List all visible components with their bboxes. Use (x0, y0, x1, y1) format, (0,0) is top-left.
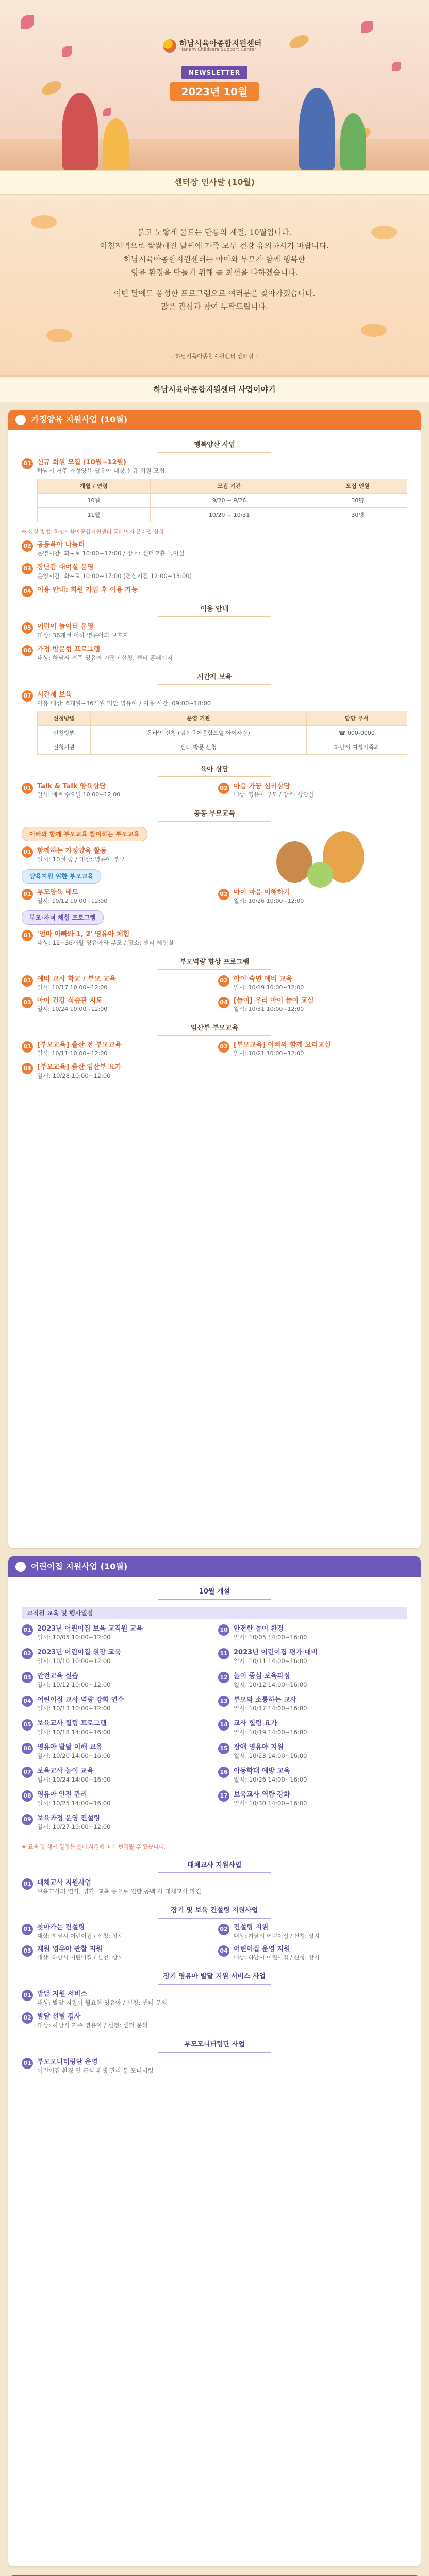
item-desc: 일시: 10월 중 / 대상: 영유아 부모 (37, 856, 125, 863)
item-number: 01 (22, 1990, 33, 2001)
greeting-line: 많은 관심과 참여 부탁드립니다. (161, 302, 268, 311)
item-number: 03 (22, 1945, 33, 1957)
item-number: 03 (22, 1672, 33, 1683)
subhead: 장기 영유아 발달 지원 서비스 사업 (158, 1970, 271, 1985)
table-cell: 센터 방문 신청 (91, 740, 306, 755)
item-title: 보육과정 운영 컨설팅 (37, 1815, 101, 1822)
item-title: [놀이] 우리 아이 놀이 교실 (234, 997, 314, 1005)
program-item (22, 1878, 407, 1896)
table-header: 운영 기관 (91, 711, 306, 726)
subhead: 부모모니터링단 사업 (158, 2038, 271, 2053)
item-title: 어린이 놀이터 운영 (37, 623, 94, 631)
item-title: 신규 회원 모집 (10월~12월) (37, 459, 126, 466)
table-row (38, 508, 407, 522)
table-cell: 30명 (308, 508, 407, 522)
item-number: 01 (22, 1041, 33, 1053)
greeting-line: 하남시육아종합지원센터는 아이와 부모가 함께 행복한 (123, 255, 306, 264)
family-illustration (103, 118, 129, 170)
table-header: 담당 부서 (306, 711, 407, 726)
schedule-grid (22, 1624, 407, 1838)
item-title: 찾아가는 컨설팅 (37, 1924, 85, 1931)
item-title: 마음 가꿈 심리상담 (234, 783, 290, 790)
item-number: 02 (22, 1648, 33, 1659)
item-number: 02 (218, 975, 229, 987)
item-title: 영유아 발달 이해 교육 (37, 1743, 103, 1751)
item-title: 놀이 중심 보육과정 (234, 1672, 290, 1680)
program-item (218, 1041, 407, 1058)
item-desc: 일시: 10/24 14:00~16:00 (37, 1776, 111, 1783)
item-desc: 일시: 10/26 14:00~16:00 (234, 1776, 307, 1783)
item-number: 01 (22, 930, 33, 941)
item-number: 09 (22, 1814, 33, 1825)
item-desc: 대상: 발달 지원이 필요한 영유아 / 신청: 센터 문의 (37, 1999, 167, 2006)
item-desc: 일시: 10/13 10:00~12:00 (37, 1705, 111, 1712)
item-title: 2023년 어린이집 보육 교직원 교육 (37, 1625, 143, 1633)
item-desc: 일시: 10/24 10:00~12:00 (37, 1006, 108, 1012)
header-logo[interactable] (163, 36, 266, 57)
item-title: 보육교사 놀이 교육 (37, 1767, 94, 1775)
item-number: 05 (22, 622, 33, 634)
schedule-item (218, 1696, 407, 1713)
item-desc: 대상: 하남시 어린이집 / 신청: 상시 (234, 1933, 320, 1939)
item-desc: 일시: 10/05 10:00~12:00 (37, 1634, 111, 1641)
program-item (218, 889, 407, 905)
item-desc: 일시: 10/18 14:00~16:00 (37, 1728, 111, 1736)
item-title: 2023년 어린이집 원장 교육 (37, 1649, 121, 1656)
newsletter-badge: NEWSLETTER (182, 66, 248, 79)
item-desc: 일시: 10/12 14:00~16:00 (234, 1681, 307, 1688)
table-row (38, 726, 407, 740)
item-title: 어린이집 교사 역량 강화 연수 (37, 1696, 124, 1704)
program-item (22, 1063, 407, 1080)
item-desc: 일시: 10/11 14:00~16:00 (234, 1657, 307, 1665)
table-cell: 온라인 신청 (임신육아종합포털 아이사랑) (91, 726, 306, 740)
item-number: 05 (22, 1719, 33, 1731)
family-illustration (340, 113, 366, 170)
home-support-tab-label: 가정양육 지원사업 (10월) (31, 415, 128, 425)
home-support-card (8, 410, 421, 1548)
program-item (22, 997, 211, 1013)
item-title: 대체교사 지원사업 (37, 1879, 91, 1887)
table-row (38, 494, 407, 508)
item-desc: 일시: 10/19 14:00~16:00 (234, 1728, 307, 1736)
item-desc: 일시: 10/28 10:00~12:00 (37, 1072, 111, 1079)
item-title: 안전한 놀이 환경 (234, 1625, 284, 1633)
program-item (218, 997, 407, 1013)
item-desc: 하남시 거주 가정양육 영유아 대상 신규 회원 모집 (37, 467, 165, 474)
item-number: 04 (218, 997, 229, 1008)
schedule-item (218, 1672, 407, 1689)
schedule-item (218, 1743, 407, 1760)
item-number: 14 (218, 1719, 229, 1731)
item-title: 안전교육 실습 (37, 1672, 78, 1680)
item-title: 교사 힐링 요가 (234, 1720, 277, 1727)
item-number: 01 (22, 458, 33, 469)
program-item (22, 2012, 407, 2030)
item-desc: 일시: 10/30 14:00~16:00 (234, 1800, 307, 1807)
item-desc: 일시: 10/20 14:00~16:00 (37, 1752, 111, 1759)
main-title: 하남시육아종합지원센터 사업이야기 (0, 375, 429, 402)
schedule-item (22, 1790, 211, 1808)
subhead: 시간제 보육 (158, 671, 271, 685)
house-icon (15, 415, 26, 425)
program-item (22, 889, 211, 905)
item-number: 03 (22, 563, 33, 574)
greeting-section (0, 195, 429, 375)
schedule-item (22, 1648, 211, 1666)
item-desc: 일시: 10/31 10:00~12:00 (234, 1006, 304, 1012)
item-number: 02 (22, 540, 33, 552)
program-item (22, 975, 211, 992)
item-number: 07 (22, 690, 33, 702)
item-number: 01 (22, 783, 33, 794)
logo-icon (163, 39, 176, 53)
org-name: 하남시육아종합지원센터 (179, 39, 262, 48)
program-item (218, 975, 407, 992)
item-title: 발달 선별 검사 (37, 2013, 81, 2021)
schedule-item (218, 1624, 407, 1642)
table-cell: 신청방법 (38, 726, 91, 740)
item-desc: 일시: 10/12 10:00~12:00 (37, 1681, 111, 1688)
schedule-item (218, 1767, 407, 1784)
item-title: 발달 지원 서비스 (37, 1990, 87, 1998)
item-desc: 운영시간: 화~토 10:00~17:00 (점심시간 12:00~13:00) (37, 572, 192, 580)
subhead: 육아 상담 (158, 763, 271, 777)
pill-row (22, 910, 407, 925)
info-table (37, 711, 407, 755)
item-number: 01 (22, 1878, 33, 1890)
item-title: 보육교사 역량 강화 (234, 1791, 290, 1799)
item-title: [부모교육] 아빠와 함께 요리교실 (234, 1041, 331, 1049)
petal-decoration (103, 108, 111, 116)
program-item (218, 1945, 407, 1962)
item-number: 02 (218, 783, 229, 794)
item-title: 2023년 어린이집 평가 대비 (234, 1649, 318, 1656)
schedule-item (22, 1814, 211, 1832)
two-column-row (22, 1041, 407, 1058)
home-support-tab (8, 410, 421, 430)
subhead: 이용 안내 (158, 603, 271, 617)
item-desc: 보육교사의 연가, 병가, 교육 등으로 인한 공백 시 대체교사 파견 (37, 1888, 201, 1895)
schedule-bar: 교직원 교육 및 행사일정 (22, 1607, 407, 1619)
item-desc: 어린이집 환경 및 급식 위생 관리 등 모니터링 (37, 2067, 154, 2074)
item-title: 재원 영유아 관찰 지원 (37, 1945, 103, 1953)
program-item (22, 586, 407, 595)
greeting-line: 양육 환경을 만들기 위해 늘 최선을 다하겠습니다. (131, 268, 298, 277)
daycare-support-tab-label: 어린이집 지원사업 (10월) (31, 1562, 128, 1571)
schedule-item (22, 1696, 211, 1713)
schedule-left-column (22, 1624, 211, 1838)
item-number: 01 (22, 1624, 33, 1636)
schedule-item (218, 1790, 407, 1808)
program-item (22, 458, 407, 522)
program-item (22, 846, 223, 864)
item-number: 10 (218, 1624, 229, 1636)
subhead: 공동 부모교육 (158, 807, 271, 822)
item-desc: 일시: 10/11 10:00~12:00 (37, 1050, 108, 1057)
petal-decoration (62, 46, 72, 57)
item-desc: 대상: 하남시 어린이집 / 신청: 상시 (234, 1954, 320, 1961)
item-title: 아이 마음 이해하기 (234, 889, 290, 896)
item-title: 부모와 소통하는 교사 (234, 1696, 297, 1704)
table-cell: ☎ 000-0000 (306, 726, 407, 740)
greeting-title: 센터장 인사말 (10월) (0, 170, 429, 195)
item-number: 15 (218, 1743, 229, 1754)
note-text: ※ 교육 및 행사 일정은 센터 사정에 따라 변경될 수 있습니다. (22, 1844, 166, 1850)
leaf-decoration (361, 324, 387, 337)
table-header: 개월 / 연령 (38, 479, 151, 494)
item-number: 02 (218, 1041, 229, 1053)
item-desc: 대상: 12~36개월 영유아와 부모 / 장소: 센터 체험실 (37, 939, 174, 946)
table-cell: 10월 (38, 494, 151, 508)
schedule-item (22, 1624, 211, 1642)
issue-badge: 2023년 10월 (170, 82, 259, 101)
school-icon (15, 1562, 26, 1572)
leaf-decoration (40, 79, 63, 98)
category-pill: 양육지원 위한 부모교육 (22, 869, 101, 884)
subhead: 행복양산 사업 (158, 438, 271, 453)
item-number: 02 (218, 1924, 229, 1935)
item-number: 02 (22, 2012, 33, 2024)
program-item (22, 540, 407, 558)
schedule-right-column (218, 1624, 407, 1838)
table-cell: 신청기관 (38, 740, 91, 755)
item-number: 13 (218, 1696, 229, 1707)
item-number: 16 (218, 1767, 229, 1778)
item-title: 아이 건강 식습관 지도 (37, 997, 103, 1005)
item-desc: 대상: 36개월 이하 영유아와 보호자 (37, 632, 129, 639)
item-title: [부모교육] 출산 임산부 요가 (37, 1063, 122, 1071)
bear-illustration (276, 826, 374, 893)
item-number: 01 (22, 1924, 33, 1935)
item-title: 가정 방문형 프로그램 (37, 646, 101, 653)
subhead: 장기 및 보육 컨설팅 지원사업 (158, 1904, 271, 1919)
program-item (22, 783, 211, 799)
category-pill: 부모·자녀 체험 프로그램 (22, 910, 104, 925)
greeting-line: 붉고 노랗게 물드는 단풍의 계절, 10월입니다. (137, 228, 292, 237)
category-pill: 아빠와 함께 부모교육 참여하는 부모교육 (22, 827, 147, 841)
item-desc: 대상: 하남시 어린이집 / 신청: 상시 (37, 1933, 123, 1939)
item-number: 04 (22, 1696, 33, 1707)
table-header: 신청방법 (38, 711, 91, 726)
item-title: 영유아 안전 관리 (37, 1791, 87, 1799)
item-desc: 일시: 10/23 14:00~16:00 (234, 1752, 307, 1759)
item-desc: 일시: 10/12 10:00~12:00 (37, 897, 108, 904)
item-desc: 이용 대상: 6개월~36개월 미만 영유아 / 이용 시간: 09:00~18:00 (37, 700, 211, 707)
item-number: 12 (218, 1672, 229, 1683)
table-cell: 11월 (38, 508, 151, 522)
daycare-support-card (8, 1556, 421, 2566)
petal-decoration (392, 62, 401, 71)
item-title: 부모모니터링단 운영 (37, 2058, 98, 2066)
item-title: 이용 안내: 회원 가입 후 이용 가능 (37, 586, 138, 594)
subhead: 부모역량 향상 프로그램 (158, 956, 271, 970)
item-desc: 대상: 하남시 거주 영유아 / 신청: 센터 문의 (37, 2022, 148, 2029)
greeting-sign: - 하남시육아종합지원센터 센터장 - (171, 353, 258, 360)
item-desc: 일시: 10/21 10:00~12:00 (234, 1050, 304, 1057)
item-title: 보육교사 힐링 프로그램 (37, 1720, 107, 1727)
table-cell: 10/20 ~ 10/31 (150, 508, 308, 522)
item-number: 06 (22, 1743, 33, 1754)
item-title: 예비 교사 학교 / 부모 교육 (37, 975, 116, 983)
program-item (218, 783, 407, 799)
two-column-row (22, 783, 407, 799)
schedule-item (22, 1719, 211, 1737)
recruit-table (37, 479, 407, 522)
program-item (22, 622, 407, 640)
program-item (22, 1990, 407, 2007)
subhead: 대체교사 지원사업 (158, 1859, 271, 1873)
item-desc: 일시: 10/17 10:00~12:00 (37, 984, 108, 991)
item-desc: 대상: 영유아 부모 / 장소: 상담실 (234, 791, 315, 798)
item-number: 01 (22, 846, 33, 858)
schedule-item (218, 1719, 407, 1737)
leaf-decoration (46, 329, 72, 342)
program-item (22, 1041, 211, 1058)
program-item (22, 2058, 407, 2075)
item-number: 04 (22, 586, 33, 597)
item-number: 01 (22, 975, 33, 987)
greeting-line: 아침저녁으로 쌀쌀해진 날씨에 가족 모두 건강 유의하시기 바랍니다. (100, 241, 329, 250)
table-header: 모집 인원 (308, 479, 407, 494)
table-cell: 9/20 ~ 9/26 (150, 494, 308, 508)
item-title: 컨설팅 지원 (234, 1924, 269, 1931)
schedule-item (22, 1767, 211, 1784)
item-title: 아이 숙면 예비 교육 (234, 975, 293, 983)
org-sub: Hanam Childcare Support Center (179, 47, 256, 53)
item-number: 04 (218, 1945, 229, 1957)
item-number: 17 (218, 1790, 229, 1802)
item-title: 시간제 보육 (37, 691, 72, 699)
hero-banner (0, 0, 429, 170)
family-illustration (299, 88, 335, 170)
note-text: ※ 신청 방법: 하남시육아종합지원센터 홈페이지 온라인 신청 (22, 529, 164, 535)
two-column-row (22, 997, 407, 1013)
table-cell: 30명 (308, 494, 407, 508)
two-column-row (22, 975, 407, 992)
family-illustration (62, 93, 98, 170)
item-number: 01 (22, 889, 33, 900)
item-title: 공동육아 나눔터 (37, 541, 85, 549)
petal-decoration (21, 15, 34, 29)
petal-decoration (361, 21, 373, 33)
two-column-row (22, 1945, 407, 1962)
schedule-item (22, 1743, 211, 1760)
item-number: 01 (22, 2058, 33, 2069)
item-title: [부모교육] 출산 전 부모교육 (37, 1041, 122, 1049)
item-title: 함께하는 가정양육 활동 (37, 847, 107, 855)
daycare-support-tab (8, 1556, 421, 1577)
subhead: 임산부 부모교육 (158, 1022, 271, 1036)
item-desc: 일시: 10/19 10:00~12:00 (234, 984, 304, 991)
item-title: 어린이집 운영 지원 (234, 1945, 290, 1953)
item-title: Talk & Talk 양육상담 (37, 783, 106, 790)
two-column-row (22, 1924, 407, 1940)
item-title: 아동학대 예방 교육 (234, 1767, 290, 1775)
greeting-line: 이번 달에도 풍성한 프로그램으로 여러분을 찾아가겠습니다. (113, 289, 316, 298)
program-item (22, 690, 407, 755)
leaf-decoration (287, 32, 311, 52)
item-title: 부모양육 태도 (37, 889, 78, 896)
item-title: 장난감 대여실 운영 (37, 564, 94, 571)
greeting-text (0, 226, 429, 313)
item-desc: 운영시간: 화~토 10:00~17:00 / 장소: 센터 2층 놀이실 (37, 550, 185, 557)
item-title: 장애 영유아 지원 (234, 1743, 284, 1751)
item-desc: 일시: 10/27 10:00~12:00 (37, 1823, 111, 1831)
item-number: 03 (22, 1063, 33, 1074)
program-item (22, 645, 407, 663)
schedule-item (218, 1648, 407, 1666)
subhead: 10월 개설 (158, 1585, 271, 1600)
item-desc: 일시: 10/26 10:00~12:00 (234, 897, 304, 904)
item-number: 03 (22, 997, 33, 1008)
item-desc: 일시: 10/10 10:00~12:00 (37, 1657, 111, 1665)
table-cell: 하남시 여성가족과 (306, 740, 407, 755)
item-number: 11 (218, 1648, 229, 1659)
item-desc: 일시: 10/17 14:00~16:00 (234, 1705, 307, 1712)
item-desc: 대상: 하남시 거주 영유아 가정 / 신청: 센터 홈페이지 (37, 654, 173, 662)
item-number: 02 (218, 889, 229, 900)
program-item (22, 1945, 211, 1962)
item-number: 06 (22, 645, 33, 656)
program-item (218, 1924, 407, 1940)
program-item (22, 930, 407, 947)
item-desc: 일시: 10/25 14:00~16:00 (37, 1800, 111, 1807)
schedule-item (22, 1672, 211, 1689)
item-desc: 대상: 하남시 어린이집 / 신청: 상시 (37, 1954, 123, 1961)
two-column-row (22, 889, 407, 905)
item-title: '엄마 아빠와 1, 2' 영유아 체험 (37, 930, 130, 938)
item-desc: 일시: 10/05 14:00~16:00 (234, 1634, 307, 1641)
program-item (22, 563, 407, 581)
item-number: 08 (22, 1790, 33, 1802)
item-desc: 일시: 매주 수요일 10:00~12:00 (37, 791, 121, 798)
item-number: 07 (22, 1767, 33, 1778)
table-header: 모집 기간 (150, 479, 308, 494)
table-row (38, 740, 407, 755)
program-item (22, 1924, 211, 1940)
